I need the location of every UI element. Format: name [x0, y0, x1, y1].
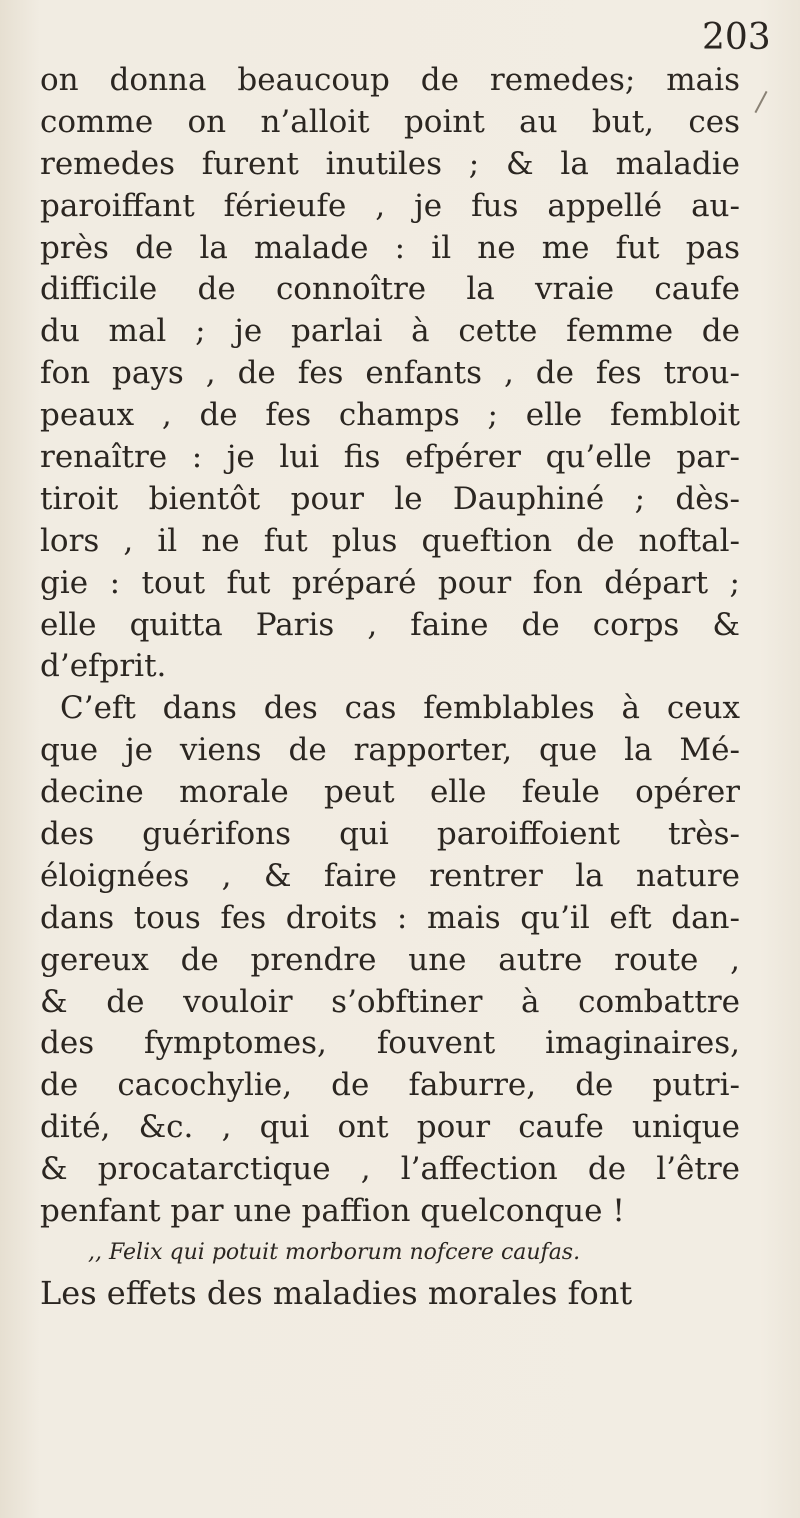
text-line: de cacochylie, de faburre, de putri-: [40, 1067, 740, 1104]
margin-mark: [754, 91, 767, 113]
text-line: & de vouloir s’obftiner à combattre: [40, 983, 740, 1020]
text-line: paroiffant férieufe , je fus appellé au-: [40, 187, 740, 224]
text-line: fon pays , de fes enfants , de fes trou-: [40, 355, 740, 392]
text-line: remedes furent inutiles ; & la maladie: [40, 145, 740, 182]
text-line: des guérifons qui paroiffoient très-: [40, 816, 740, 853]
text-line: on donna beaucoup de remedes; mais: [40, 62, 740, 98]
text-line: penfant par une paffion quelconque !: [40, 1193, 625, 1230]
text-line: lors , il ne fut plus queftion de noftal-: [40, 522, 740, 559]
text-line: elle quitta Paris , faine de corps &: [40, 606, 740, 643]
text-line: C’eft dans des cas femblables à ceux: [60, 690, 740, 727]
text-line: des fymptomes, fouvent imaginaires,: [40, 1025, 740, 1062]
text-line: gereux de prendre une autre route ,: [40, 941, 740, 978]
text-line: gie : tout fut préparé pour fon départ ;: [40, 564, 740, 601]
text-line: éloignées , & faire rentrer la nature: [40, 857, 740, 894]
text-line: tiroit bientôt pour le Dauphiné ; dès-: [40, 480, 740, 517]
page-number: 203: [702, 17, 771, 58]
latin-quote: ,, Felix qui potuit morborum nofcere caufas.: [88, 1239, 581, 1265]
text-line: renaître : je lui fis efpérer qu’elle par-: [40, 439, 740, 476]
text-line: & procatarctique , l’affection de l’être: [40, 1151, 740, 1188]
text-line: comme on n’alloit point au but, ces: [40, 103, 740, 140]
text-line: du mal ; je parlai à cette femme de: [40, 313, 740, 350]
text-line: peaux , de fes champs ; elle fembloit: [40, 397, 740, 434]
body-text: [40, 60, 740, 1315]
text-line: dans tous fes droits : mais qu’il eft dan-: [40, 899, 740, 936]
text-line: dité, &c. , qui ont pour caufe unique: [40, 1109, 740, 1146]
text-line: d’efprit.: [40, 648, 167, 685]
catchword-line: Les effets des maladies morales font: [40, 1273, 633, 1312]
text-line: decine morale peut elle feule opérer: [40, 774, 740, 811]
text-line: difficile de connoître la vraie caufe: [40, 271, 740, 308]
text-line: près de la malade : il ne me fut pas: [40, 229, 740, 266]
text-line: que je viens de rapporter, que la Mé-: [40, 732, 740, 769]
